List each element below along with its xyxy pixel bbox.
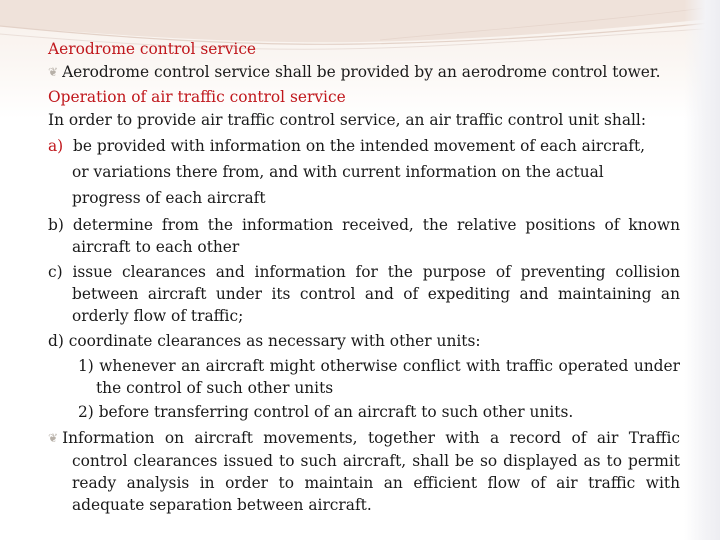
- item-b: b) determine from the information received, the relative positions of known aircraft to each other: [48, 215, 680, 256]
- item-a-line2: or variations there from, and with current information on the actual: [72, 163, 604, 182]
- heading-aerodrome-control: Aerodrome control service: [48, 40, 257, 58]
- item-c: c) issue clearances and information for the purpose of preventing collision between aircraft under its control and of expediting and maintaining an orderly flow of traffic;: [48, 262, 680, 325]
- intro-text: In order to provide air traffic control service, an air traffic control unit shall:: [48, 111, 647, 130]
- bullet-aerodrome-tower: [48, 61, 680, 85]
- item-a-label: a): [48, 136, 64, 155]
- leaf-bullet-icon: ❦: [48, 65, 59, 80]
- slide-content: [48, 38, 680, 516]
- item-d2: 2) before transferring control of an aircraft to such other units.: [78, 403, 574, 422]
- item-a-line1: be provided with information on the intended movement of each aircraft,: [72, 136, 646, 155]
- item-d1: 1) whenever an aircraft might otherwise conflict with traffic operated under the control of such other units: [78, 357, 680, 398]
- bullet-text: Aerodrome control service shall be provided by an aerodrome control tower.: [62, 63, 661, 82]
- item-d: d) coordinate clearances as necessary with other units:: [48, 331, 481, 350]
- bullet-information-text: Information on aircraft movements, together with a record of air Traffic control clearances issued to such aircraft, shall be so displayed as to permit ready analysis in order to maintain an efficient flow of air traffic with adequate separation between aircraft.: [62, 428, 680, 514]
- item-a: [48, 135, 680, 158]
- heading-operation-atc: Operation of air traffic control service: [48, 87, 346, 106]
- right-edge-shading: [684, 0, 720, 540]
- item-a-line3: progress of each aircraft: [72, 189, 266, 208]
- bullet-information: [48, 427, 680, 516]
- leaf-bullet-icon: ❦: [48, 430, 59, 445]
